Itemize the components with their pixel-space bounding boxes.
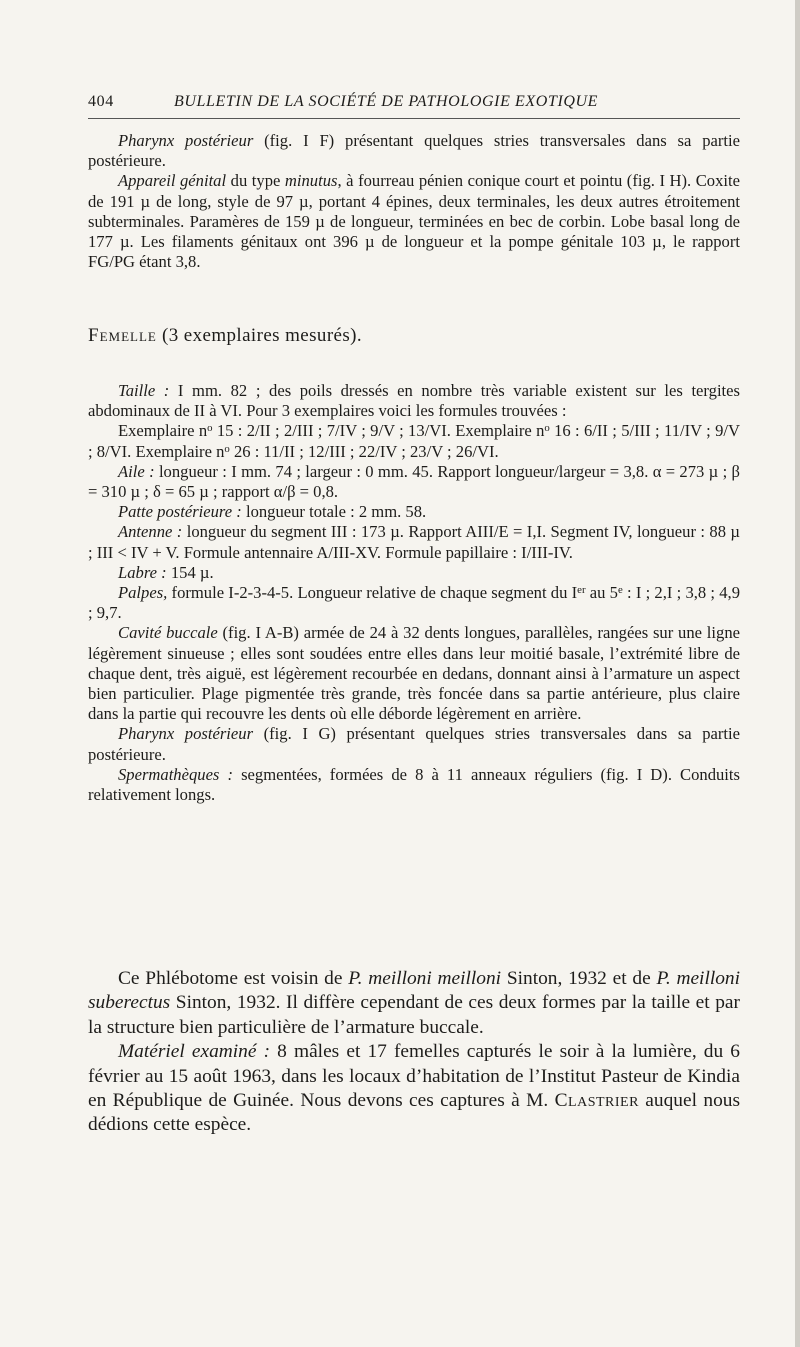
female-pharynx-paragraph: [88, 724, 740, 764]
running-title: BULLETIN DE LA SOCIÉTÉ DE PATHOLOGIE EXOTIQUE: [174, 93, 599, 110]
female-pharynx-label: Pharynx postérieur: [118, 724, 254, 744]
male-pharynx-label: Pharynx postérieur: [118, 131, 254, 150]
aile-text: longueur : I mm. 74 ; largeur : 0 mm. 45. Rapport longueur/largeur = 3,8. α = 273 µ ; β = 310 µ ; δ = 65 µ ; rapport α/β = 0,8.: [88, 461, 740, 502]
running-header: [88, 93, 740, 117]
palpes-paragraph: [88, 583, 740, 623]
cavite-paragraph: [88, 623, 740, 724]
female-description: [88, 381, 740, 805]
female-heading-rest: (3 exemplaires mesurés).: [156, 325, 363, 346]
patte-label: Patte postérieure :: [118, 502, 242, 522]
species-name: P. meilloni suberectus: [88, 968, 740, 1014]
spermatheques-label: Spermathèques :: [118, 764, 233, 784]
male-pharynx-paragraph: [88, 131, 740, 171]
numero-superscript: o: [224, 442, 230, 455]
labre-text: 154 µ.: [166, 562, 214, 582]
species-name: P. meilloni meilloni: [348, 968, 502, 989]
male-pharynx-text: (fig. I F) présentant quelques stries transversales dans sa partie postérieure.: [88, 131, 740, 171]
taille-text: I mm. 82 ; des poils dressés en nombre très variable existent sur les tergites abdominaux de II à VI. Pour 3 exemplaires voici les formules trouvées :: [88, 381, 740, 421]
female-heading-word: Femelle: [88, 325, 157, 346]
antenne-label: Antenne :: [118, 522, 183, 542]
taille-paragraph: [88, 381, 740, 421]
palpes-text: formule I-2-3-4-5. Longueur relative de chaque segment du I: [167, 583, 578, 603]
labre-paragraph: [88, 563, 740, 583]
exemplaire-text: Exemplaire n: [118, 421, 208, 441]
cavite-label: Cavité buccale: [118, 623, 218, 643]
ordinal-superscript: er: [577, 584, 586, 597]
exemplaire-text: 15 : 2/II ; 2/III ; 7/IV ; 9/V ; 13/VI. Exemplaire n: [212, 421, 545, 441]
palpes-text: : I ; 2,I ; 3,8 ; 4,9 ; 9,7.: [88, 583, 741, 623]
comparison-text: Sinton, 1932. Il diffère cependant de ces deux formes par la taille et par la structure bien particulière de l’armature buccale.: [88, 992, 740, 1038]
exemplaires-paragraph: [88, 421, 740, 461]
material-label: Matériel examiné :: [118, 1041, 271, 1063]
numero-superscript: o: [544, 422, 550, 435]
numero-superscript: o: [207, 422, 213, 435]
taille-label: Taille :: [118, 381, 170, 400]
exemplaire-text: 26 : 11/II ; 12/III ; 22/IV ; 23/V ; 26/VI.: [229, 441, 499, 461]
antenne-text: longueur du segment III : 173 µ. Rapport AIII/E = I,I. Segment IV, longueur : 88 µ ; III < IV + V. Formule antennaire A/III-XV. Formule papillaire : I/III-IV.: [88, 522, 740, 562]
aile-label: Aile :: [118, 461, 155, 481]
collector-name: Clastrier: [554, 1090, 639, 1112]
male-genital-label: Appareil génital: [118, 171, 227, 191]
comparison-paragraph: [88, 967, 740, 1040]
comparison-text: Sinton, 1932 et de: [501, 968, 657, 989]
exemplaire-text: 16 : 6/II ; 5/III ; 11/IV ; 9/V ; 8/VI. Exemplaire n: [88, 421, 740, 461]
ordinal-superscript: e: [617, 584, 623, 597]
palpes-label: Palpes,: [118, 583, 168, 603]
antenne-paragraph: [88, 522, 740, 562]
header-rule: [88, 118, 740, 119]
material-text: 8 mâles et 17 femelles capturés le soir à la lumière, du 6 février au 15 août 1963, dans les locaux d’habitation de l’Institut Pasteur de Kindia en République de Guinée. Nous devons ces captures à M.: [88, 1041, 740, 1112]
female-pharynx-text: (fig. I G) présentant quelques stries transversales dans sa partie postérieure.: [88, 724, 741, 764]
male-genital-text: , à fourreau pénien conique court et pointu (fig. I H). Coxite de 191 µ de long, style de 97 µ, portant 4 épines, deux terminales, les deux autres étroitement subterminales. Paramères de 159 µ de longueur, terminées en bec de corbin. Lobe basal long de 177 µ. Les filaments génitaux ont 396 µ de longueur et la pompe génitale 103 µ, le rapport FG/PG étant 3,8.: [88, 171, 740, 272]
material-text: auquel nous dédions cette espèce.: [88, 1090, 741, 1136]
comparison-text: Ce Phlébotome est voisin de: [118, 968, 349, 989]
cavite-text: (fig. I A-B) armée de 24 à 32 dents longues, parallèles, rangées sur une ligne légèrement sinueuse ; elles sont soudées entre elles dans leur moitié basale, l’extrémité libre de chaque dent, très aiguë, est légèrement recourbée en dedans, donnant ainsi à l’armature un aspect bien particulier. Plage pigmentée très grande, très foncée dans sa partie antérieure, plus claire dans la partie qui recouvre les dents où elle déborde légèrement en arrière.: [88, 623, 740, 724]
patte-paragraph: [88, 502, 740, 522]
spermatheques-paragraph: [88, 765, 740, 805]
discussion: [88, 967, 740, 1138]
palpes-text: au 5: [585, 583, 618, 603]
page-edge-shadow: [795, 0, 800, 1347]
spermatheques-text: segmentées, formées de 8 à 11 anneaux réguliers (fig. I D). Conduits relativement longs.: [88, 764, 740, 805]
patte-text: longueur totale : 2 mm. 58.: [241, 502, 427, 522]
material-paragraph: [88, 1040, 740, 1138]
labre-label: Labre :: [118, 562, 167, 582]
female-heading: [88, 325, 740, 347]
species-name: minutus: [284, 171, 338, 191]
male-description: [88, 131, 740, 272]
aile-paragraph: [88, 462, 740, 502]
page-number: 404: [88, 93, 114, 110]
male-genital-paragraph: [88, 171, 740, 272]
male-genital-text: du type: [226, 171, 285, 191]
